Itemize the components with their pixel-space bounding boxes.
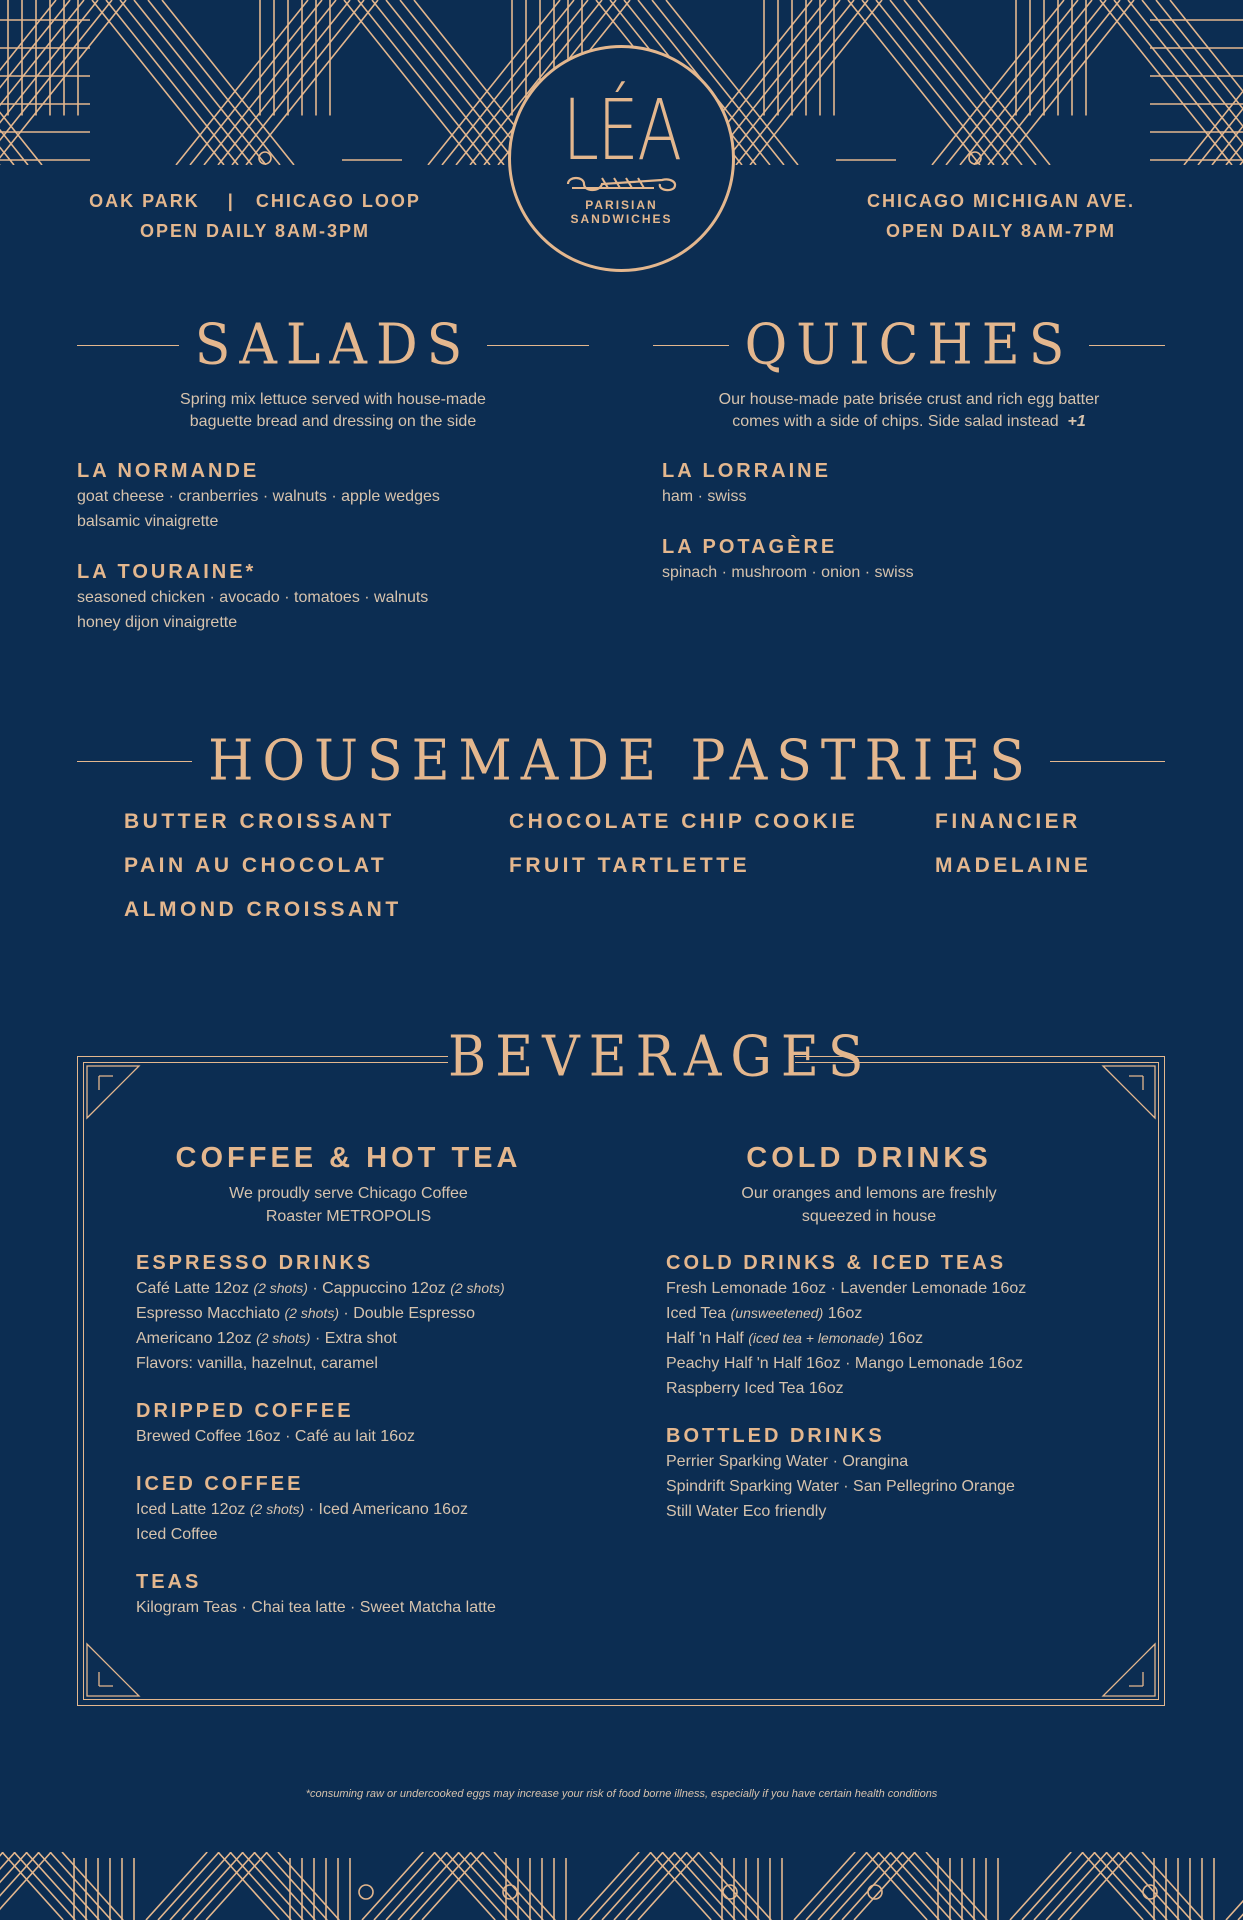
pattern-line [1238,1852,1243,1920]
drink-line: Fresh Lemonade 16oz · Lavender Lemonade 16oz [666,1280,1027,1297]
pattern-line [862,0,994,165]
pattern-line [876,0,1008,165]
pattern-line [386,0,518,165]
quiches-intro-line: Our house-made pate brisée crust and rich egg batter [718,391,1100,408]
pattern-line [794,1852,855,1920]
corner-ornament-icon [1101,1642,1157,1698]
pattern-line [1184,0,1243,165]
pattern-line [1226,1852,1243,1920]
pattern-line [626,1852,687,1920]
header-rule [77,345,179,346]
pastries-header [77,728,1165,794]
item-description: ham · swiss [662,488,747,505]
pattern-line [902,1852,963,1920]
pattern-line [1082,1852,1143,1920]
drink-text: · Iced Americano 16oz [304,1501,468,1518]
menu-item [77,458,589,534]
pattern-line [650,1852,711,1920]
locations-right-hours: OPEN DAILY 8AM-7PM [885,221,1117,241]
pattern-line [374,1852,435,1920]
pattern-line [92,0,224,165]
drink-note: (2 shots) [249,1501,305,1517]
header-rule [653,345,729,346]
pattern-line [1100,0,1232,165]
pattern-line [470,1852,531,1920]
pattern-line [854,1852,915,1920]
pastries-title: HOUSEMADE PASTRIES [208,728,1034,794]
corner-ornament-icon [85,1064,141,1120]
header-rule [487,345,589,346]
bottled-group [666,1423,1116,1524]
pattern-line [246,0,378,165]
beverages-header [448,1024,873,1090]
pastry-item: MADELAINE [935,854,1092,877]
drink-text: Espresso Macchiato [136,1305,285,1322]
pattern-line [1142,1852,1203,1920]
pattern-line [26,1852,87,1920]
pattern-line [926,1852,987,1920]
pattern-line [0,0,84,165]
locations-left-names: OAK PARK | CHICAGO LOOP [89,191,421,211]
pattern-line [1114,0,1243,165]
pastries-column-3 [935,800,1091,888]
quiches-list [662,458,1162,585]
pastry-item: BUTTER CROISSANT [124,810,395,833]
pattern-line [410,1852,471,1920]
pattern-line [1156,0,1243,165]
item-description: goat cheese · cranberries · walnuts · apple wedges [77,488,440,505]
pattern-line [1058,1852,1119,1920]
disclaimer: *consuming raw or undercooked eggs may increase your risk of food borne illness, especially if you have certain health conditions [305,1788,938,1800]
logo-tagline-1: PARISIAN [585,198,658,212]
pattern-line [158,1852,219,1920]
pattern-line [106,0,238,165]
logo-name: LÉA [562,81,681,179]
drink-text: 16oz [823,1305,863,1322]
group-title: TEAS [136,1571,202,1593]
pattern-line [878,1852,939,1920]
drink-line: Kilogram Teas · Chai tea latte · Sweet Matcha latte [136,1599,496,1616]
pattern-line [590,1852,651,1920]
pattern-line [278,1852,339,1920]
drink-note: (2 shots) [256,1330,311,1346]
drink-line [136,1276,696,1301]
bottom-pattern-band [0,1852,1243,1920]
pattern-line [662,1852,723,1920]
pattern-line [1070,1852,1131,1920]
item-description: spinach · mushroom · onion · swiss [662,564,914,581]
locations-left [60,186,450,246]
pastry-item: FRUIT TARTLETTE [509,854,751,877]
item-name: LA LORRAINE [662,460,831,482]
item-name: LA TOURAINE* [77,561,257,583]
pattern-circle [359,1885,373,1899]
pattern-line [120,0,252,165]
pattern-line [344,0,476,165]
drink-line [136,1326,696,1351]
drink-line: Flavors: vanilla, hazelnut, caramel [136,1355,378,1372]
pattern-line [230,1852,291,1920]
pattern-line [434,1852,495,1920]
item-name: LA POTAGÈRE [662,536,838,558]
pattern-line [710,1852,771,1920]
corner-ornament-icon [1101,1064,1157,1120]
pattern-line [38,1852,99,1920]
drink-text: · Double Espresso [338,1305,476,1322]
quiches-intro-text: comes with a side of chips. Side salad instead [732,413,1059,430]
drink-text: Iced Tea [666,1305,731,1322]
group-title: ICED COFFEE [136,1473,304,1495]
item-description: honey dijon vinaigrette [77,614,238,631]
pattern-line [1022,1852,1083,1920]
pattern-line [386,1852,447,1920]
pattern-line [698,1852,759,1920]
pattern-line [602,1852,663,1920]
pattern-line [830,1852,891,1920]
pattern-line [0,0,112,165]
pattern-line [458,1852,519,1920]
salads-intro [77,389,589,433]
cold-drinks-intro [666,1182,1072,1228]
group-title: DRIPPED COFFEE [136,1400,354,1422]
cold-drinks-column [666,1140,1116,1524]
pattern-line [422,1852,483,1920]
pattern-line [750,0,882,165]
pattern-line [1130,1852,1191,1920]
locations-left-hours: OPEN DAILY 8AM-3PM [139,221,371,241]
quiches-title: QUICHES [744,312,1074,378]
pastries-column-2 [509,800,858,888]
pattern-line [914,1852,975,1920]
drink-line: Raspberry Iced Tea 16oz [666,1380,844,1397]
drink-line: Spindrift Sparking Water · San Pellegrino Orange [666,1478,1015,1495]
logo-tagline-2: SANDWICHES [570,212,673,226]
drink-line [666,1301,1116,1326]
item-name: LA NORMANDE [77,460,260,482]
pattern-line [0,0,14,165]
pattern-line [1106,1852,1167,1920]
espresso-group [136,1250,696,1376]
drink-note: (2 shots) [450,1280,505,1296]
pattern-line [1142,0,1243,165]
pattern-line [578,1852,639,1920]
pastry-item: ALMOND CROISSANT [124,898,402,921]
drink-line [136,1497,696,1522]
group-title: COLD DRINKS & ICED TEAS [666,1252,1007,1274]
pattern-line [362,1852,423,1920]
pattern-line [848,0,980,165]
cold-intro-line: Our oranges and lemons are freshly [741,1185,997,1202]
pattern-line [146,1852,207,1920]
drink-text: 16oz [884,1330,924,1347]
quiches-intro [653,389,1165,433]
drink-text: Half 'n Half [666,1330,749,1347]
salads-intro-line: Spring mix lettuce served with house-made [180,391,486,408]
pattern-line [736,0,868,165]
drink-line: Still Water Eco friendly [666,1503,827,1520]
coffee-intro-line: We proudly serve Chicago Coffee [229,1185,468,1202]
pastry-item: CHOCOLATE CHIP COOKIE [509,810,859,833]
logo-tagline [511,198,732,226]
menu-item [77,559,589,635]
cold-intro-line: squeezed in house [801,1208,937,1225]
drink-note: (2 shots) [253,1280,308,1296]
pattern-line [232,0,364,165]
locations-right-name: CHICAGO MICHIGAN AVE. [866,191,1135,211]
dripped-group [136,1398,696,1449]
item-description: balsamic vinaigrette [77,513,219,530]
upcharge-badge: +1 [1067,413,1086,430]
drink-text: Iced Latte 12oz [136,1501,250,1518]
pattern-line [2,1852,63,1920]
drink-note: (unsweetened) [730,1305,824,1321]
pastries-column-1 [124,800,402,932]
cold-drinks-title: COLD DRINKS [746,1142,992,1174]
drink-line: Brewed Coffee 16oz · Café au lait 16oz [136,1428,415,1445]
pattern-line [614,1852,675,1920]
salads-header [77,312,589,378]
drink-line: Iced Coffee [136,1526,218,1543]
art-deco-pattern [0,1852,1243,1920]
pattern-line [1118,1852,1179,1920]
coffee-title: COFFEE & HOT TEA [175,1142,522,1174]
pattern-line [254,1852,315,1920]
pattern-line [62,1852,123,1920]
pattern-line [372,0,504,165]
group-title: ESPRESSO DRINKS [136,1252,374,1274]
drink-text: Café Latte 12oz [136,1280,254,1297]
coffee-column [136,1140,696,1620]
pattern-line [206,1852,267,1920]
drink-line: Peachy Half 'n Half 16oz · Mango Lemonade 16oz [666,1355,1024,1372]
quiches-header [653,312,1165,378]
drink-line [136,1301,696,1326]
pattern-line [1212,0,1243,165]
pattern-line [218,1852,279,1920]
salads-intro-line: baguette bread and dressing on the side [189,413,477,430]
drink-note: (iced tea + lemonade) [748,1330,885,1346]
quiches-intro-line [653,411,1165,433]
teas-group [136,1569,696,1620]
lea-logo [508,45,735,272]
drink-text: Americano 12oz [136,1330,257,1347]
header-rule [1089,345,1165,346]
pattern-line [242,1852,303,1920]
pattern-line [14,1852,75,1920]
pattern-line [988,0,1120,165]
drink-text: · Extra shot [310,1330,397,1347]
pattern-line [866,1852,927,1920]
menu-item [662,458,1162,509]
pattern-line [890,0,1022,165]
pattern-line [446,1852,507,1920]
pattern-line [890,1852,951,1920]
locations-right [820,186,1182,246]
drink-line: Perrier Sparking Water · Orangina [666,1453,909,1470]
pattern-line [0,1852,3,1920]
pastry-item: FINANCIER [935,810,1081,833]
drink-note: (2 shots) [284,1305,339,1321]
drink-text: · Cappuccino 12oz [307,1280,451,1297]
pattern-line [1034,1852,1095,1920]
salads-list [77,458,589,635]
pattern-line [194,1852,255,1920]
iced-coffee-group [136,1471,696,1547]
salads-title: SALADS [194,312,472,378]
group-title: BOTTLED DRINKS [666,1425,885,1447]
menu-item [662,534,1162,585]
coffee-intro-line: Roaster METROPOLIS [265,1208,432,1225]
pattern-line [398,1852,459,1920]
iced-teas-group [666,1250,1116,1401]
pattern-line [358,0,490,165]
pattern-line [170,1852,231,1920]
header-rule [1050,761,1165,762]
pattern-line [266,1852,327,1920]
item-description: seasoned chicken · avocado · tomatoes · walnuts [77,589,429,606]
corner-ornament-icon [85,1642,141,1698]
coffee-intro [136,1182,561,1228]
header-rule [77,761,192,762]
pattern-line [494,1852,555,1920]
pattern-line [806,1852,867,1920]
pattern-line [1046,1852,1107,1920]
drink-line [666,1326,1116,1351]
pattern-line [182,1852,243,1920]
pattern-line [686,1852,747,1920]
pattern-line [50,1852,111,1920]
pastry-item: PAIN AU CHOCOLAT [124,854,388,877]
pattern-line [1010,1852,1071,1920]
pattern-line [1002,0,1134,165]
pattern-line [638,1852,699,1920]
pattern-line [134,0,266,165]
beverages-title: BEVERAGES [448,1024,873,1090]
